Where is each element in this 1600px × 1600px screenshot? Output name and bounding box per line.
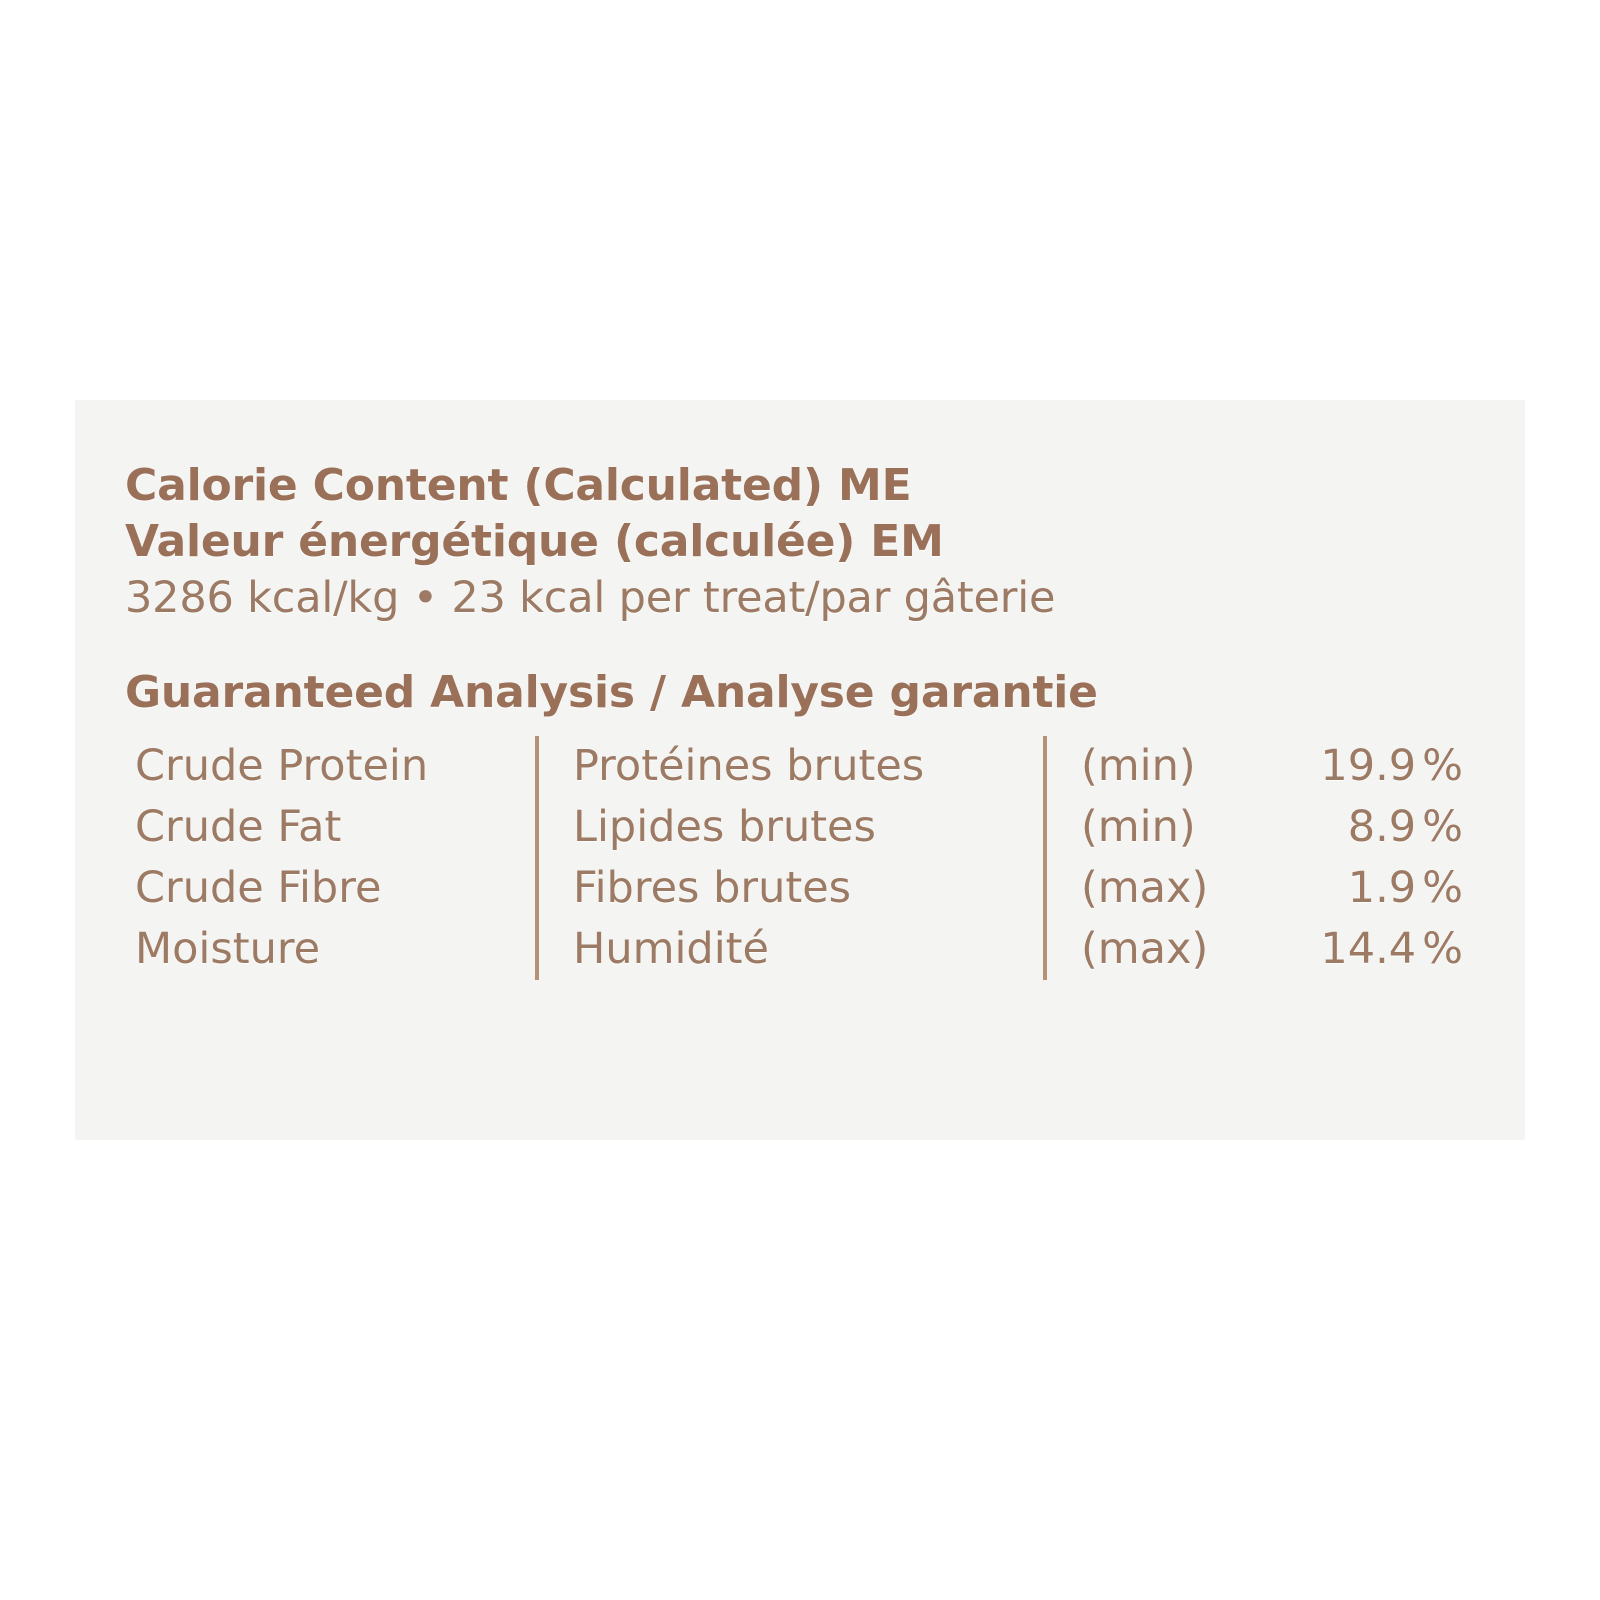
nutrient-limit: (max) bbox=[1045, 919, 1301, 980]
nutrient-name-en: Crude Fibre bbox=[135, 862, 382, 913]
guaranteed-analysis-heading: Guaranteed Analysis / Analyse garantie bbox=[125, 666, 1098, 718]
nutrient-value bbox=[1301, 797, 1475, 858]
table-row bbox=[125, 797, 1475, 858]
calorie-content-block bbox=[125, 458, 1475, 627]
nutrient-name-fr: Humidité bbox=[537, 919, 1045, 980]
nutrient-name-fr: Fibres brutes bbox=[537, 858, 1045, 919]
nutrient-value-number: 1.9 bbox=[1347, 862, 1417, 913]
calorie-value-line: 3286 kcal/kg • 23 kcal per treat/par gâterie bbox=[125, 572, 1056, 623]
nutrient-name-en: Moisture bbox=[135, 923, 321, 974]
guaranteed-analysis-table bbox=[125, 736, 1475, 980]
nutrient-value-unit: % bbox=[1422, 923, 1463, 974]
calorie-heading-fr: Valeur énergétique (calculée) EM bbox=[125, 516, 944, 568]
table-row bbox=[125, 736, 1475, 797]
nutrient-limit: (max) bbox=[1045, 858, 1301, 919]
nutrient-value-number: 19.9 bbox=[1320, 740, 1417, 791]
nutrient-value-unit: % bbox=[1422, 740, 1463, 791]
nutrient-value bbox=[1301, 919, 1475, 980]
nutrient-limit: (min) bbox=[1045, 797, 1301, 858]
nutrient-name-fr: Protéines brutes bbox=[537, 736, 1045, 797]
nutrient-value-number: 8.9 bbox=[1347, 801, 1417, 852]
nutrient-name-fr: Lipides brutes bbox=[537, 797, 1045, 858]
nutrient-limit: (min) bbox=[1045, 736, 1301, 797]
nutrition-label-panel bbox=[75, 400, 1525, 1140]
nutrient-value bbox=[1301, 736, 1475, 797]
table-row bbox=[125, 919, 1475, 980]
table-row bbox=[125, 858, 1475, 919]
nutrient-value-unit: % bbox=[1422, 801, 1463, 852]
nutrient-value-unit: % bbox=[1422, 862, 1463, 913]
calorie-heading-en: Calorie Content (Calculated) ME bbox=[125, 460, 912, 511]
nutrient-name-en: Crude Fat bbox=[135, 801, 342, 852]
nutrient-value-number: 14.4 bbox=[1320, 923, 1417, 974]
nutrient-value bbox=[1301, 858, 1475, 919]
nutrient-name-en: Crude Protein bbox=[135, 740, 429, 791]
